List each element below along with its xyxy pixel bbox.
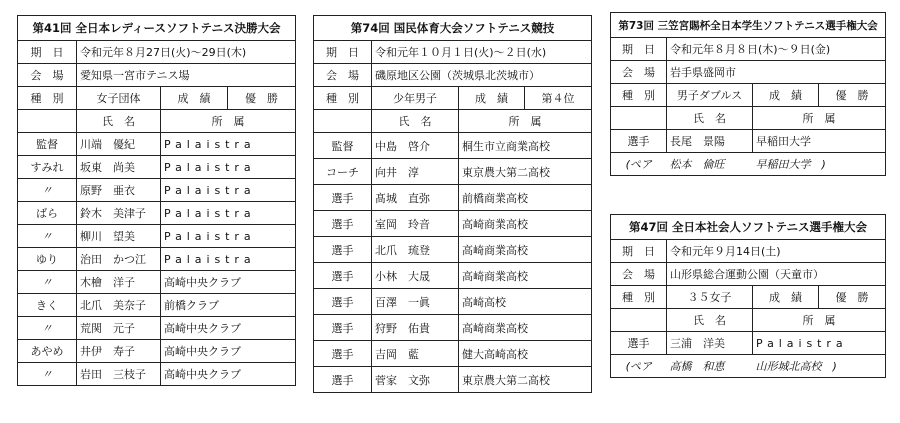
category-value: 女子団体	[77, 87, 161, 110]
table-row	[314, 315, 592, 341]
date-value: 令和元年８月８日(木)～９日(金)	[667, 38, 886, 61]
name-header: 氏 名	[77, 110, 161, 133]
affiliation-header: 所 属	[161, 110, 296, 133]
table-row	[314, 237, 592, 263]
name-cell: 井伊 寿子	[77, 340, 161, 363]
category-label: 種 別	[611, 84, 667, 107]
affiliation-cell: Palaistra	[161, 248, 296, 271]
role-cell: ゆり	[18, 248, 77, 271]
name-cell: 北爪 琉登	[372, 237, 459, 263]
table-row	[314, 341, 592, 367]
name-cell: 三浦 洋美	[667, 332, 753, 355]
affiliation-cell: 高崎商業高校	[459, 237, 592, 263]
table-row	[611, 130, 886, 153]
name-cell: 髙城 直弥	[372, 185, 459, 211]
date-value: 令和元年９月14日(土)	[667, 240, 886, 263]
date-value: 令和元年８月27日(火)～29日(木)	[77, 41, 296, 64]
venue-label: 会 場	[18, 64, 77, 87]
table-row	[314, 159, 592, 185]
venue-value: 磯原地区公園（茨城県北茨城市）	[372, 64, 592, 87]
header-blank	[611, 309, 667, 332]
name-cell: 百澤 一眞	[372, 289, 459, 315]
pair-affiliation: 早稲田大学 )	[753, 153, 886, 176]
name-header: 氏 名	[667, 309, 753, 332]
role-cell: 選手	[314, 315, 372, 341]
affiliation-cell: Palaistra	[161, 133, 296, 156]
table-title: 第47回 全日本社会人ソフトテニス選手権大会	[611, 215, 886, 240]
affiliation-header: 所 属	[753, 309, 886, 332]
affiliation-header: 所 属	[459, 110, 592, 133]
affiliation-cell: 高崎中央クラブ	[161, 271, 296, 294]
table-row	[18, 363, 296, 386]
table-row	[314, 211, 592, 237]
venue-label: 会 場	[314, 64, 372, 87]
affiliation-cell: 高崎商業高校	[459, 211, 592, 237]
result-value: 優 勝	[819, 286, 886, 309]
table-student-championship	[610, 12, 886, 176]
affiliation-cell: 高崎中央クラブ	[161, 317, 296, 340]
table-title: 第41回 全日本レディースソフトテニス決勝大会	[18, 16, 296, 41]
affiliation-cell: 高崎高校	[459, 289, 592, 315]
role-cell: 〃	[18, 271, 77, 294]
affiliation-cell: Palaistra	[161, 202, 296, 225]
venue-value: 岩手県盛岡市	[667, 61, 886, 84]
table-row	[611, 332, 886, 355]
role-cell: あやめ	[18, 340, 77, 363]
name-cell: 荒関 元子	[77, 317, 161, 340]
table-adult-championship	[610, 214, 886, 378]
name-cell: 中島 啓介	[372, 133, 459, 159]
pair-label: (ペア	[611, 153, 667, 176]
name-cell: 柳川 望美	[77, 225, 161, 248]
table-row	[18, 317, 296, 340]
name-cell: 原野 亜衣	[77, 179, 161, 202]
role-cell: 選手	[314, 289, 372, 315]
role-cell: 選手	[314, 341, 372, 367]
date-label: 期 日	[611, 240, 667, 263]
category-label: 種 別	[611, 286, 667, 309]
header-blank	[314, 110, 372, 133]
category-value: ３５女子	[667, 286, 753, 309]
date-label: 期 日	[611, 38, 667, 61]
pair-label: (ペア	[611, 355, 667, 378]
affiliation-cell: Palaistra	[161, 156, 296, 179]
table-row	[18, 225, 296, 248]
pair-name: 高橋 和恵	[667, 355, 753, 378]
affiliation-cell: 前橋商業高校	[459, 185, 592, 211]
table-row	[18, 271, 296, 294]
category-label: 種 別	[18, 87, 77, 110]
table-national-sports-festival	[313, 15, 592, 393]
table-row	[18, 340, 296, 363]
role-cell: 監督	[18, 133, 77, 156]
role-cell: コーチ	[314, 159, 372, 185]
role-cell: 選手	[314, 185, 372, 211]
date-label: 期 日	[314, 41, 372, 64]
header-blank	[611, 107, 667, 130]
role-cell: 選手	[611, 130, 667, 153]
role-cell: きく	[18, 294, 77, 317]
affiliation-cell: Palaistra	[753, 332, 886, 355]
role-cell: 〃	[18, 179, 77, 202]
role-cell: 選手	[314, 211, 372, 237]
name-cell: 木檜 洋子	[77, 271, 161, 294]
date-value: 令和元年１０月１日(火)～２日(水)	[372, 41, 592, 64]
table-ladies-final	[17, 15, 296, 386]
role-cell: 〃	[18, 363, 77, 386]
role-cell: 監督	[314, 133, 372, 159]
affiliation-cell: 健大高崎高校	[459, 341, 592, 367]
result-label: 成 績	[753, 286, 819, 309]
table-row	[314, 263, 592, 289]
result-value: 優 勝	[819, 84, 886, 107]
result-value: 優 勝	[228, 87, 296, 110]
name-header: 氏 名	[372, 110, 459, 133]
table-row	[18, 133, 296, 156]
name-cell: 吉岡 藍	[372, 341, 459, 367]
table-row	[18, 202, 296, 225]
affiliation-cell: 高崎中央クラブ	[161, 363, 296, 386]
table-title: 第74回 国民体育大会ソフトテニス競技	[314, 16, 592, 41]
category-label: 種 別	[314, 87, 372, 110]
name-cell: 北爪 美奈子	[77, 294, 161, 317]
role-cell: 選手	[314, 263, 372, 289]
affiliation-cell: 早稲田大学	[753, 130, 886, 153]
affiliation-cell: 高崎商業高校	[459, 315, 592, 341]
affiliation-cell: 東京農大第二高校	[459, 159, 592, 185]
name-cell: 鈴木 美津子	[77, 202, 161, 225]
result-label: 成 績	[161, 87, 228, 110]
table-row	[314, 185, 592, 211]
name-header: 氏 名	[667, 107, 753, 130]
date-label: 期 日	[18, 41, 77, 64]
name-cell: 長尾 景陽	[667, 130, 753, 153]
result-label: 成 績	[459, 87, 525, 110]
name-cell: 向井 淳	[372, 159, 459, 185]
affiliation-cell: 高崎中央クラブ	[161, 340, 296, 363]
role-cell: 選手	[611, 332, 667, 355]
venue-value: 山形県総合運動公園（天童市）	[667, 263, 886, 286]
result-value: 第４位	[525, 87, 592, 110]
table-row	[314, 367, 592, 393]
table-title: 第73回 三笠宮賜杯全日本学生ソフトテニス選手権大会	[611, 13, 886, 38]
venue-label: 会 場	[611, 263, 667, 286]
category-value: 男子ダブルス	[667, 84, 753, 107]
name-cell: 川端 優紀	[77, 133, 161, 156]
name-cell: 岩田 三枝子	[77, 363, 161, 386]
header-blank	[18, 110, 77, 133]
pair-row	[611, 153, 886, 176]
table-row	[18, 248, 296, 271]
role-cell: 〃	[18, 225, 77, 248]
name-cell: 小林 大晟	[372, 263, 459, 289]
affiliation-cell: Palaistra	[161, 225, 296, 248]
name-cell: 狩野 佑貴	[372, 315, 459, 341]
table-row	[18, 294, 296, 317]
name-cell: 室岡 玲音	[372, 211, 459, 237]
affiliation-cell: 前橋クラブ	[161, 294, 296, 317]
pair-affiliation: 山形城北高校 )	[753, 355, 886, 378]
affiliation-cell: 桐生市立商業高校	[459, 133, 592, 159]
role-cell: 選手	[314, 367, 372, 393]
role-cell: 〃	[18, 317, 77, 340]
affiliation-cell: 東京農大第二高校	[459, 367, 592, 393]
role-cell: すみれ	[18, 156, 77, 179]
venue-value: 愛知県一宮市テニス場	[77, 64, 296, 87]
affiliation-header: 所 属	[753, 107, 886, 130]
name-cell: 治田 かつ江	[77, 248, 161, 271]
table-row	[18, 156, 296, 179]
table-row	[314, 289, 592, 315]
result-label: 成 績	[753, 84, 819, 107]
role-cell: 選手	[314, 237, 372, 263]
affiliation-cell: Palaistra	[161, 179, 296, 202]
pair-row	[611, 355, 886, 378]
venue-label: 会 場	[611, 61, 667, 84]
name-cell: 坂東 尚美	[77, 156, 161, 179]
affiliation-cell: 高崎商業高校	[459, 263, 592, 289]
role-cell: ばら	[18, 202, 77, 225]
table-row	[314, 133, 592, 159]
category-value: 少年男子	[372, 87, 459, 110]
table-row	[18, 179, 296, 202]
name-cell: 菅家 文弥	[372, 367, 459, 393]
pair-name: 松本 倫旺	[667, 153, 753, 176]
